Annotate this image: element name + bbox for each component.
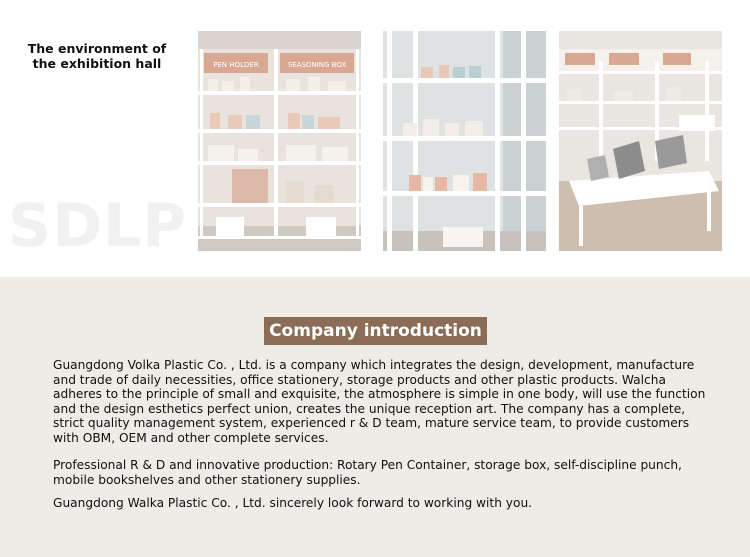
company-introduction-heading: Company introduction <box>264 317 487 345</box>
exhibition-photo-display-tables <box>559 31 722 251</box>
intro-paragraph-2: Professional R & D and innovative production: Rotary Pen Container, storage box, self-discipline punch, mobile bookshelves and other stationery supplies. <box>53 458 682 487</box>
watermark-text: SDLP <box>8 191 188 261</box>
exhibition-section <box>0 0 750 277</box>
sign-pen-holder: PEN HOLDER <box>213 61 259 69</box>
intro-paragraph-3: Guangdong Walka Plastic Co. , Ltd. sincerely look forward to working with you. <box>53 496 533 510</box>
sign-seasoning-box: SEASONING BOX <box>287 61 347 69</box>
intro-paragraph-1: Guangdong Volka Plastic Co. , Ltd. is a company which integrates the design, development, manufacture and trade of daily necessities, office stationery, storage products and other plastic products. Walcha adheres to the principle of small and exquisite, the atmosphere is simple in one body, will use the function and the design esthetics perfect union, creates the unique reception art. The company has a complete, strict quality management system, experienced r & D team, mature service team, to provide customers with OBM, OEM and other complete services. <box>53 358 706 445</box>
exhibition-hall-title: The environment of the exhibition hall <box>27 41 167 71</box>
exhibition-photo-shelves-signs <box>198 31 361 251</box>
exhibition-photo-shelving-unit <box>383 31 546 251</box>
company-introduction-section <box>0 277 750 557</box>
